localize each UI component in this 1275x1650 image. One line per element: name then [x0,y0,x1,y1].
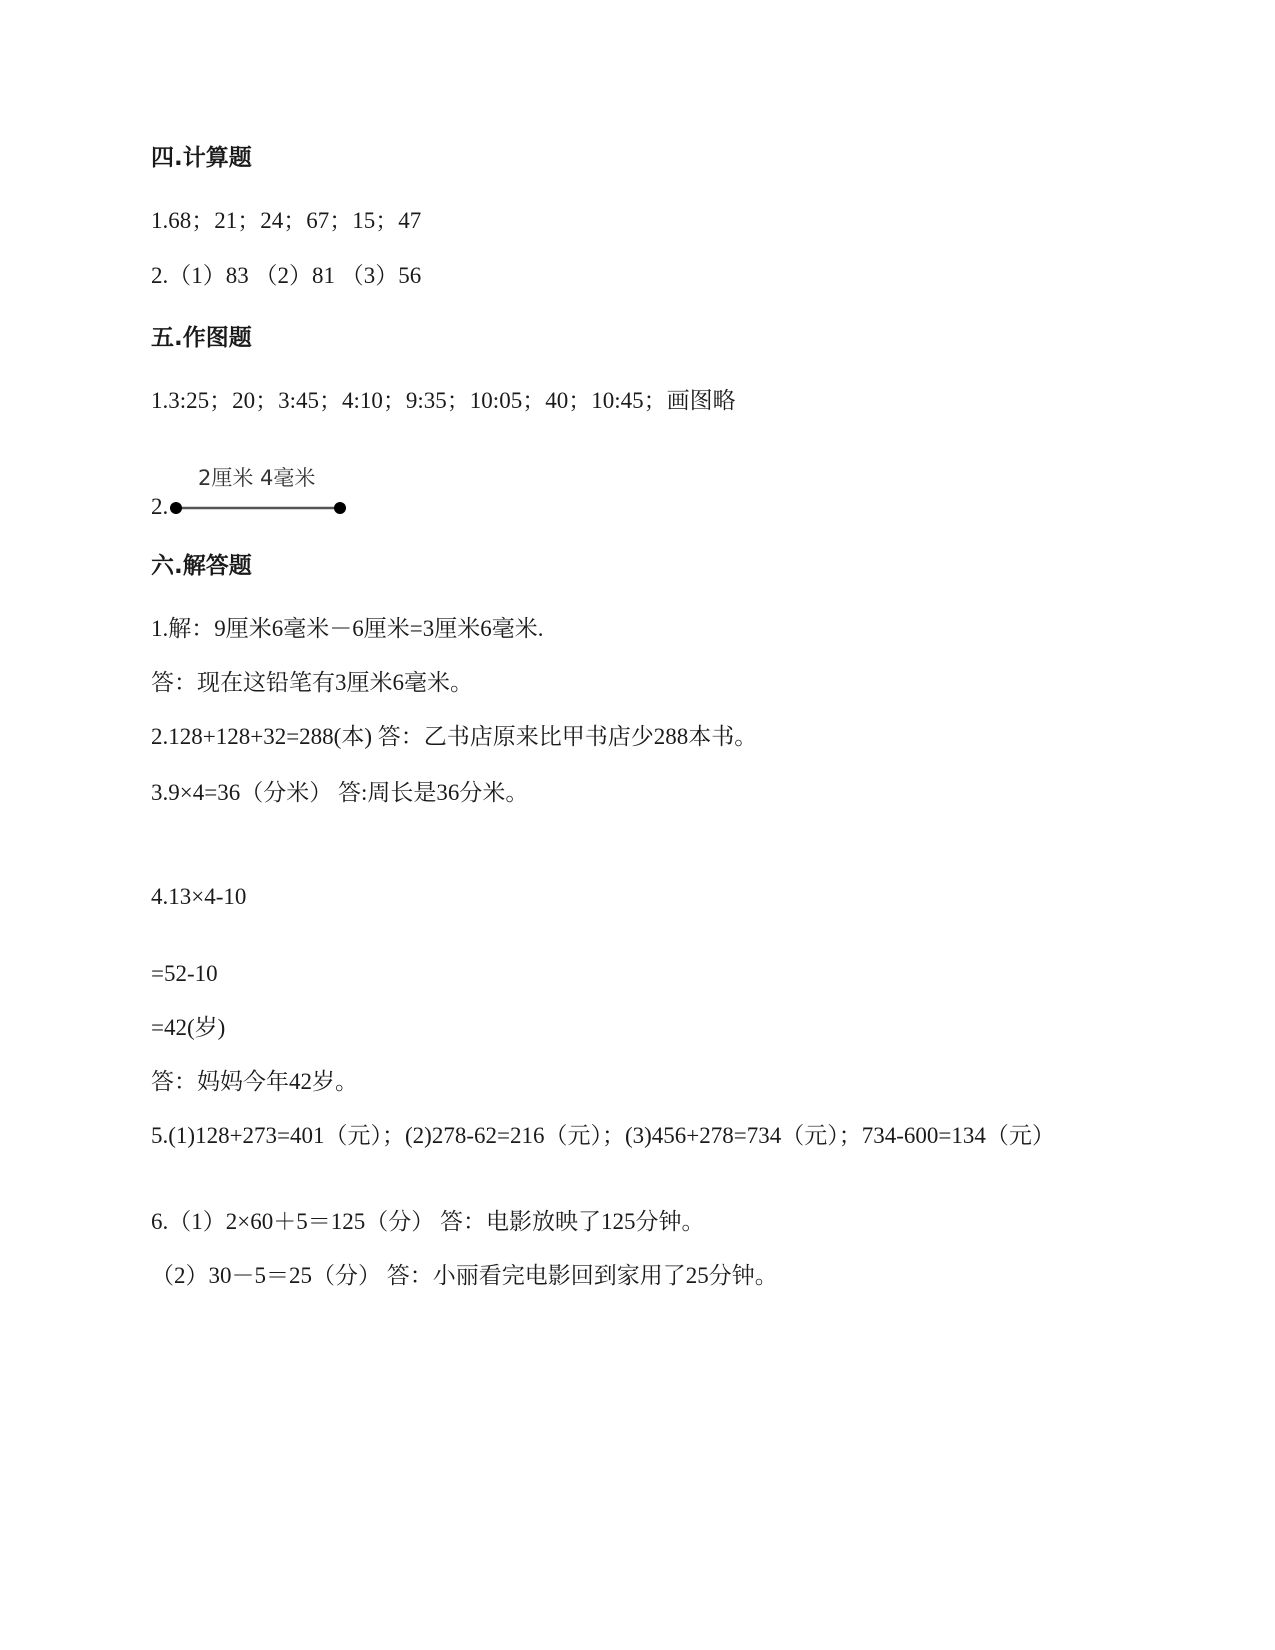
answer-1-solution: 1.解：9厘米6毫米－6厘米=3厘米6毫米. [151,616,544,641]
section-heading-calc: 四.计算题 [151,145,252,171]
answer-6-part-1: 6.（1）2×60＋5＝125（分） 答：电影放映了125分钟。 [151,1209,705,1234]
line-segment-icon [170,492,360,524]
calc-answer-2: 2.（1）83 （2）81 （3）56 [151,263,422,288]
segment-length-label: 2厘米 4毫米 [198,466,316,490]
line-segment-figure [170,462,360,524]
section-heading-answers: 六.解答题 [151,553,252,579]
answer-6-part-2: （2）30－5＝25（分） 答：小丽看完电影回到家用了25分钟。 [151,1263,778,1288]
answer-1-reply: 答：现在这铅笔有3厘米6毫米。 [151,670,473,695]
answer-3: 3.9×4=36（分米） 答:周长是36分米。 [151,780,529,805]
answer-2: 2.128+128+32=288(本) 答：乙书店原来比甲书店少288本书。 [151,724,758,749]
answer-4-step-2: =52-10 [151,961,218,986]
drawing-answer-2-number: 2. [151,494,169,519]
answer-4-step-3: =42(岁) [151,1015,226,1040]
section-heading-drawing: 五.作图题 [151,325,252,351]
calc-answer-1: 1.68；21；24；67；15；47 [151,208,422,233]
answer-4-reply: 答：妈妈今年42岁。 [151,1069,358,1094]
drawing-answer-1: 1.3:25；20；3:45；4:10；9:35；10:05；40；10:45；画图略 [151,388,736,413]
answer-5: 5.(1)128+273=401（元）；(2)278-62=216（元）；(3)456+278=734（元）；734-600=134（元） [151,1123,1055,1148]
answer-4-step-1: 4.13×4-10 [151,884,247,909]
